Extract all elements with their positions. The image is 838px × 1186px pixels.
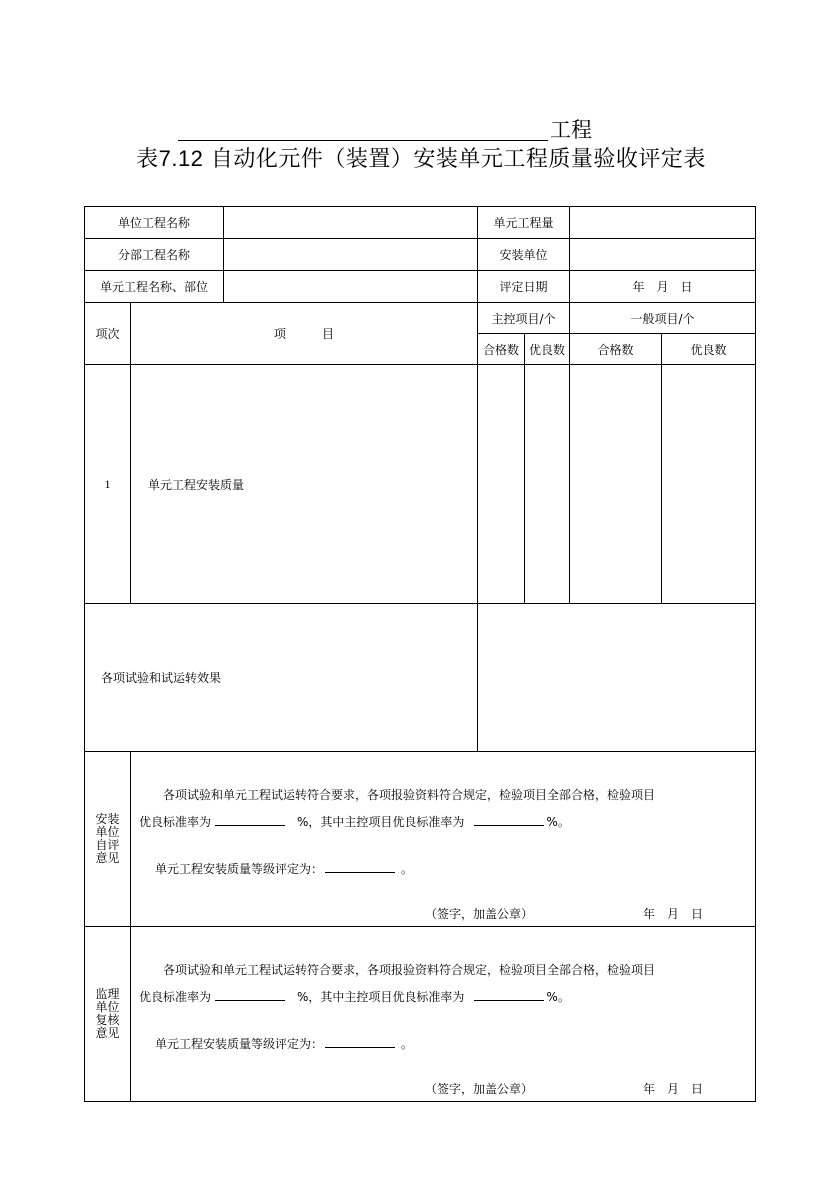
supervisor-sign-date[interactable]: 年 月 日 xyxy=(643,1082,704,1096)
installer-main-rate-label: %，其中主控项目优良标准率为 xyxy=(297,815,465,829)
installer-label: 安装单位 xyxy=(478,239,570,271)
col-header-seq: 项次 xyxy=(85,303,131,365)
supervisor-opinion-line1: 各项试验和单元工程试运转符合要求，各项报验资料符合规定，检验项目全部合格，检验项目 xyxy=(163,963,656,977)
installer-opinion-label: 安装单位自评意见 xyxy=(95,812,120,865)
supervisor-signature[interactable]: （签字，加盖公章） xyxy=(425,1082,534,1096)
effect-field[interactable] xyxy=(478,604,756,752)
supervisor-opinion-row xyxy=(85,927,756,1102)
info-row-division xyxy=(85,239,756,271)
supervisor-rate-label: 优良标准率为 xyxy=(139,990,212,1004)
division-project-name-label: 分部工程名称 xyxy=(85,239,224,271)
row-main-excellent[interactable] xyxy=(525,365,570,604)
installer-grade-label: 单元工程安装质量等级评定为： xyxy=(155,862,324,876)
col-header-general-qualified: 合格数 xyxy=(570,334,662,365)
project-name-line xyxy=(178,118,598,144)
supervisor-main-excellent-rate-field[interactable] xyxy=(474,988,544,1001)
row-seq: 1 xyxy=(85,365,131,604)
effect-label: 各项试验和试运转效果 xyxy=(85,604,478,752)
installer-opinion-line3 xyxy=(155,860,413,877)
installer-field[interactable] xyxy=(570,239,756,271)
evaluation-date-field[interactable]: 年 月 日 xyxy=(570,271,756,303)
title-text: 自动化元件（装置）安装单元工程质量验收评定表 xyxy=(203,147,706,172)
row-main-qualified[interactable] xyxy=(478,365,525,604)
project-name-blank[interactable] xyxy=(178,140,548,141)
col-header-main-qualified: 合格数 xyxy=(478,334,525,365)
unit-project-name-field[interactable] xyxy=(224,207,478,239)
row-general-qualified[interactable] xyxy=(570,365,662,604)
effect-row xyxy=(85,604,756,752)
unit-project-name-label: 单位工程名称 xyxy=(85,207,224,239)
installer-signature[interactable]: （签字，加盖公章） xyxy=(425,907,534,921)
col-header-general: 一般项目/个 xyxy=(570,303,756,334)
installer-excellent-rate-field[interactable] xyxy=(215,813,285,826)
supervisor-rate-suffix: %。 xyxy=(546,990,570,1004)
table-row xyxy=(85,365,756,604)
project-suffix: 工程 xyxy=(550,118,592,142)
installer-opinion-body xyxy=(131,752,756,927)
unit-quantity-label: 单元工程量 xyxy=(478,207,570,239)
supervisor-opinion-line2 xyxy=(139,988,570,1005)
supervisor-opinion-line3 xyxy=(155,1035,413,1052)
installer-rate-suffix: %。 xyxy=(546,815,570,829)
installer-grade-field[interactable] xyxy=(325,860,395,873)
division-project-name-field[interactable] xyxy=(224,239,478,271)
supervisor-opinion-body xyxy=(131,927,756,1102)
unit-name-location-label: 单元工程名称、部位 xyxy=(85,271,224,303)
title-prefix: 表 xyxy=(136,147,159,172)
installer-sign-date[interactable]: 年 月 日 xyxy=(643,907,704,921)
page-title xyxy=(90,146,752,173)
evaluation-date-label: 评定日期 xyxy=(478,271,570,303)
supervisor-grade-label: 单元工程安装质量等级评定为： xyxy=(155,1037,324,1051)
col-header-item: 项 目 xyxy=(131,303,478,365)
row-item: 单元工程安装质量 xyxy=(131,365,478,604)
col-header-general-excellent: 优良数 xyxy=(662,334,756,365)
col-header-main-control: 主控项目/个 xyxy=(478,303,570,334)
installer-rate-label: 优良标准率为 xyxy=(139,815,212,829)
col-header-main-excellent: 优良数 xyxy=(525,334,570,365)
supervisor-main-rate-label: %，其中主控项目优良标准率为 xyxy=(297,990,465,1004)
title-number: 7.12 xyxy=(158,146,204,171)
supervisor-grade-end: 。 xyxy=(401,1037,414,1051)
installer-main-excellent-rate-field[interactable] xyxy=(474,813,544,826)
supervisor-grade-field[interactable] xyxy=(325,1035,395,1048)
supervisor-opinion-label-cell xyxy=(85,927,131,1102)
info-row-unit-name xyxy=(85,271,756,303)
installer-opinion-row xyxy=(85,752,756,927)
installer-opinion-line2 xyxy=(139,813,570,830)
row-general-excellent[interactable] xyxy=(662,365,756,604)
evaluation-form-table xyxy=(84,206,756,1102)
installer-grade-end: 。 xyxy=(401,862,414,876)
column-header-row-1 xyxy=(85,303,756,334)
info-row-unit-project xyxy=(85,207,756,239)
supervisor-opinion-label: 监理单位复核意见 xyxy=(95,987,120,1040)
installer-opinion-label-cell xyxy=(85,752,131,927)
supervisor-excellent-rate-field[interactable] xyxy=(215,988,285,1001)
unit-quantity-field[interactable] xyxy=(570,207,756,239)
installer-opinion-line1: 各项试验和单元工程试运转符合要求，各项报验资料符合规定，检验项目全部合格，检验项目 xyxy=(163,788,656,802)
unit-name-location-field[interactable] xyxy=(224,271,478,303)
